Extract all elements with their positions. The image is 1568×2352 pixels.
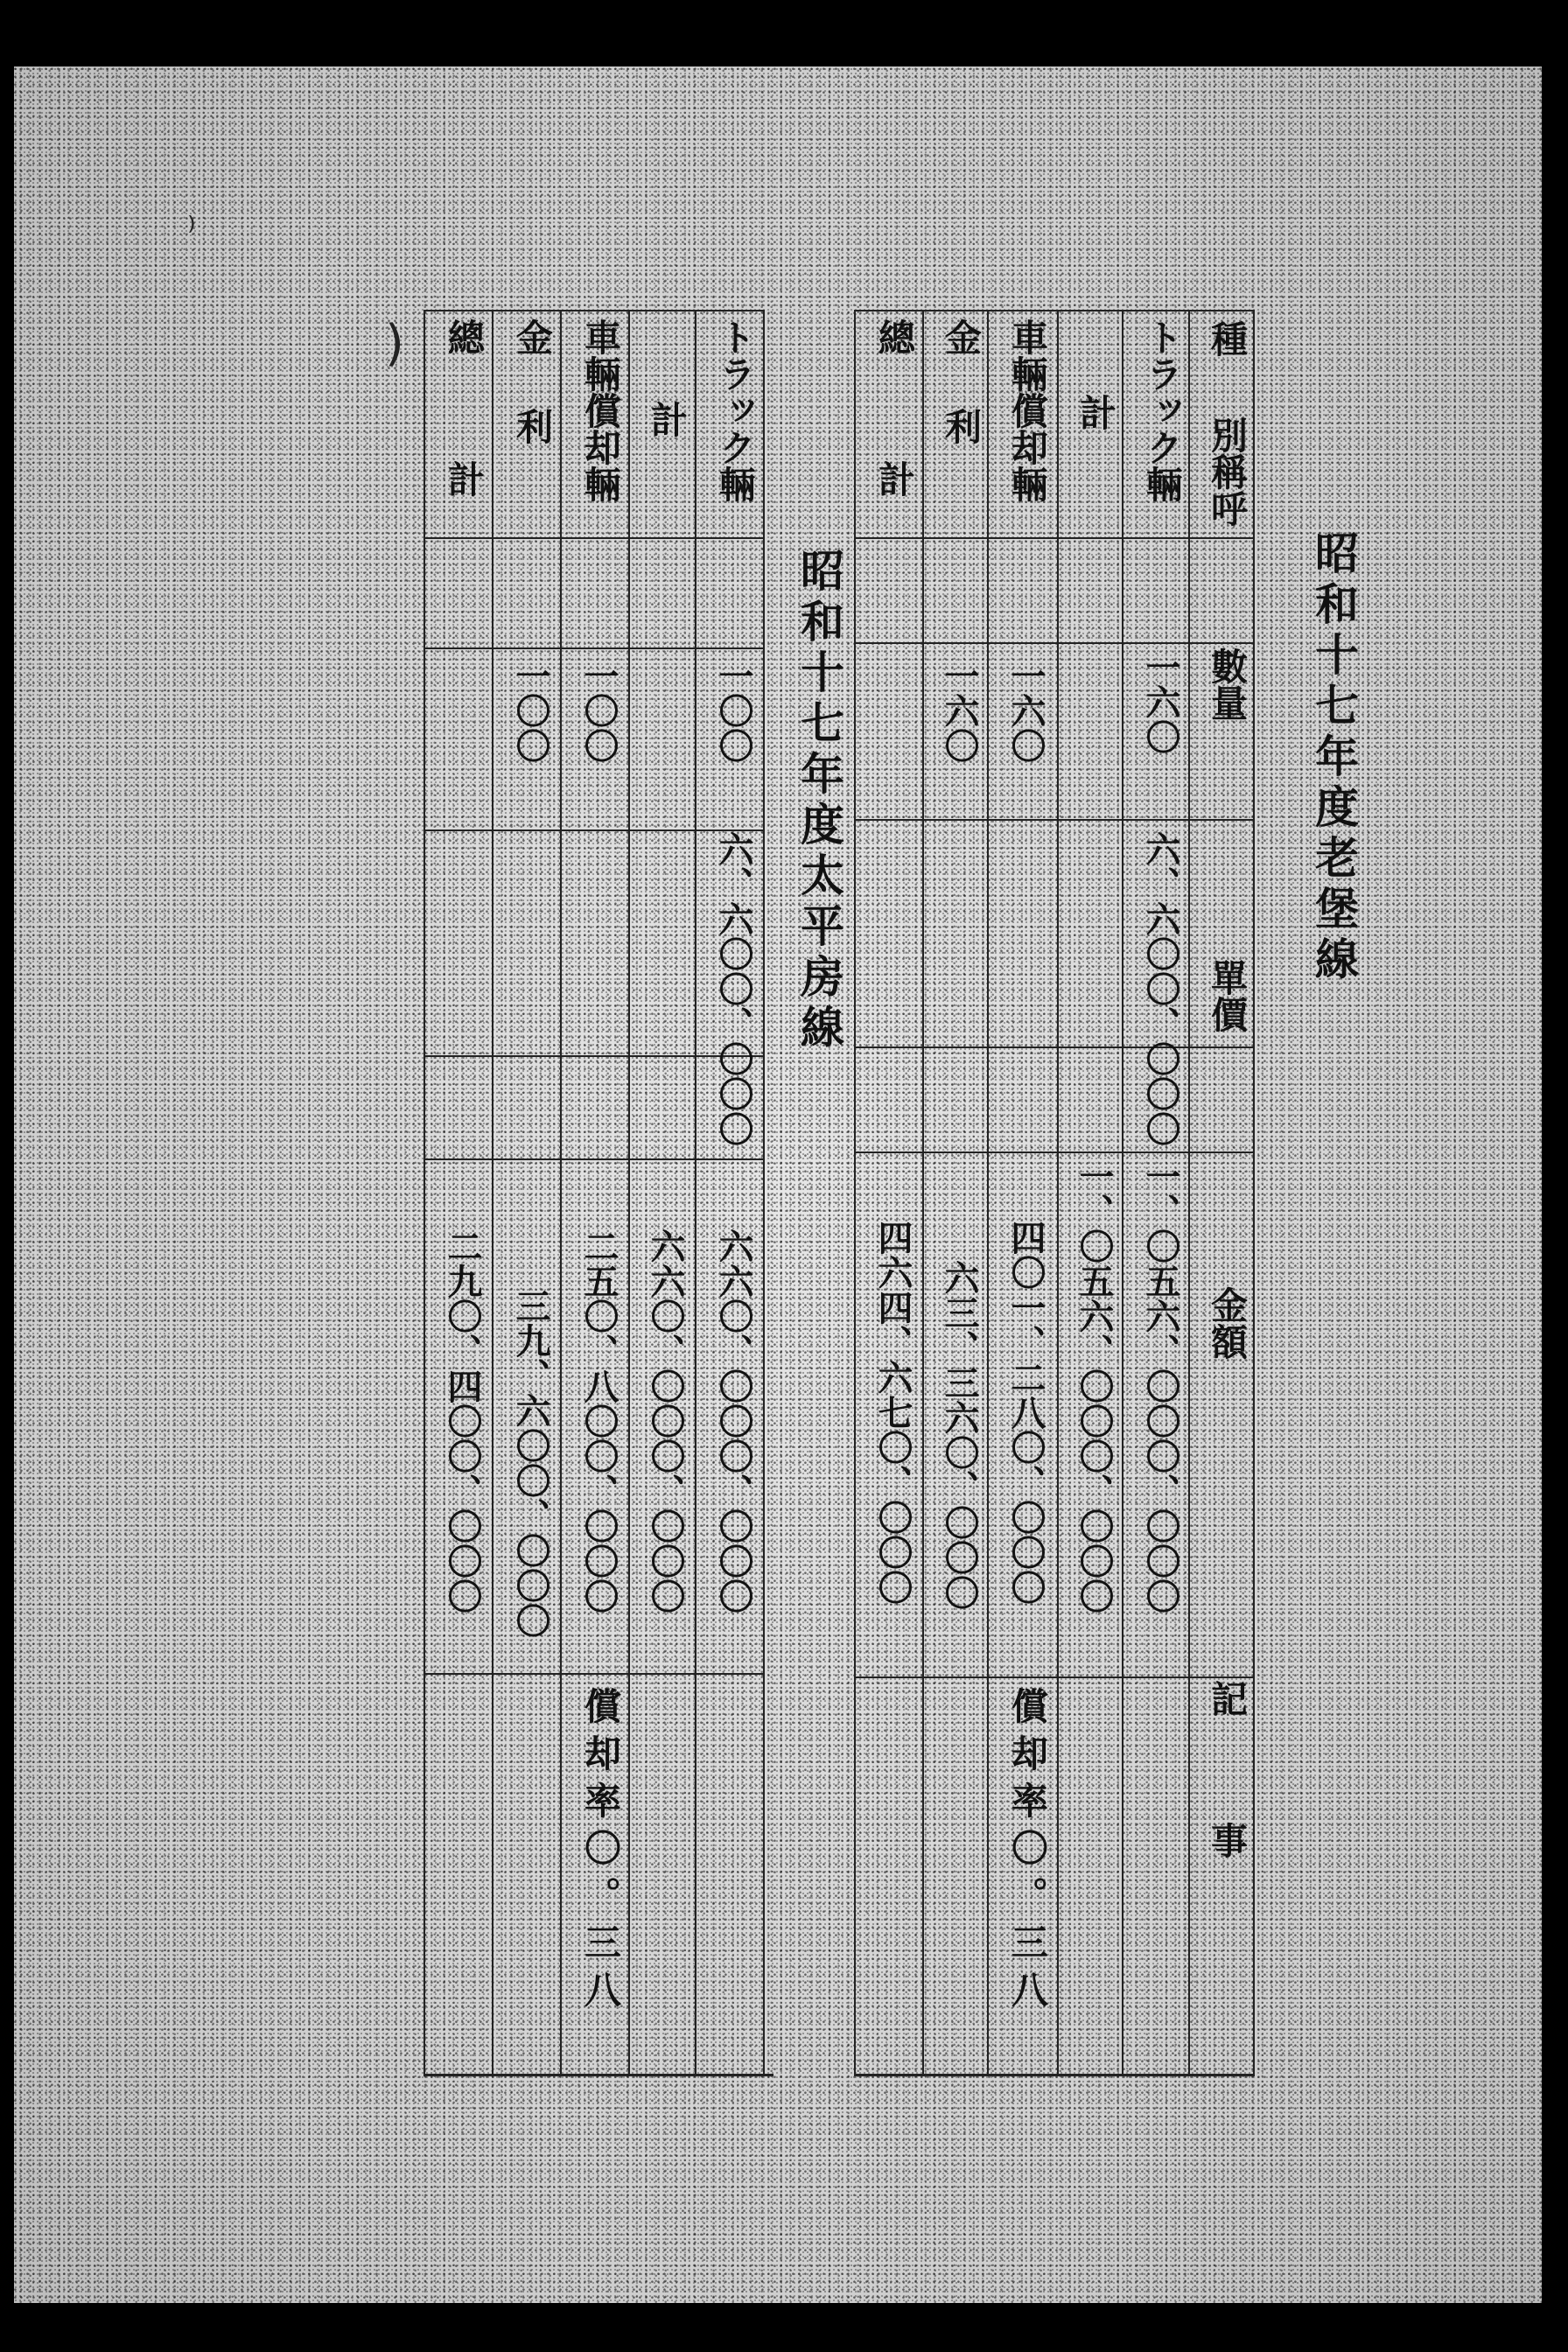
table-2-row-divider bbox=[424, 648, 765, 649]
table-1-col-divider bbox=[1122, 310, 1124, 2074]
table-1-col-divider bbox=[1057, 310, 1059, 2074]
row-label: 車輛償却輛 bbox=[1006, 318, 1049, 502]
table-1-header-kind: 種 bbox=[1206, 320, 1249, 357]
row-qty: 一〇〇 bbox=[510, 658, 551, 763]
table-2-col-divider bbox=[560, 310, 562, 2074]
table-1-col-divider bbox=[1188, 310, 1190, 2074]
table-1-header-qty: 數量 bbox=[1206, 648, 1249, 721]
row-amount: 六六〇、〇〇〇、〇〇〇 bbox=[645, 1228, 686, 1614]
table-2-col-divider bbox=[695, 310, 696, 2074]
row-qty: 一六〇 bbox=[1005, 658, 1046, 763]
row-price: 六、六〇〇、〇〇〇 bbox=[1140, 831, 1181, 1146]
table-1-header-amount: 金額 bbox=[1206, 1286, 1249, 1360]
scan-mark: ) bbox=[385, 315, 404, 372]
row-label: 計 bbox=[646, 401, 689, 438]
table-2-row-divider bbox=[424, 1673, 765, 1675]
row-amount: 四六四、六七〇、〇〇〇 bbox=[872, 1220, 914, 1605]
row-label: 金利 bbox=[511, 318, 554, 497]
row-note: 償却率〇。三八 bbox=[579, 1687, 622, 2018]
table-1-header-note: 記事 bbox=[1206, 1680, 1249, 1964]
row-label: 總計 bbox=[443, 318, 486, 602]
row-amount: 二五〇、八〇〇、〇〇〇 bbox=[578, 1228, 620, 1614]
table-1-row-divider bbox=[854, 1152, 1255, 1153]
table-2-title: 昭和十七年度太平房線 bbox=[794, 548, 845, 1055]
table-2-top-rule bbox=[424, 310, 765, 312]
table-1-bottom-rule bbox=[854, 2074, 1255, 2076]
document-page bbox=[14, 66, 1542, 2303]
row-amount: 一、〇五六、〇〇〇、〇〇〇 bbox=[1074, 1158, 1115, 1614]
row-qty: 一六〇 bbox=[939, 658, 980, 763]
table-1-col-divider bbox=[987, 310, 989, 2074]
row-amount: 四〇一、二八〇、〇〇〇 bbox=[1005, 1220, 1046, 1605]
row-note: 償却率〇。三八 bbox=[1006, 1687, 1049, 2018]
table-2-col-divider bbox=[492, 310, 494, 2074]
table-2-bottom-rule bbox=[424, 2074, 774, 2076]
row-amount: 三九、六〇〇、〇〇〇 bbox=[510, 1288, 551, 1638]
table-1-top-rule bbox=[854, 310, 1255, 312]
table-1-col-divider bbox=[922, 310, 924, 2074]
table-1-row-divider bbox=[854, 1046, 1255, 1048]
table-1-row-divider bbox=[854, 642, 1255, 644]
table-2-row-divider bbox=[424, 1158, 765, 1160]
table-1-header-name: 別稱呼 bbox=[1206, 416, 1249, 527]
row-label: 金利 bbox=[940, 318, 983, 497]
row-label: 車輛償却輛 bbox=[579, 318, 622, 502]
row-label: トラック輛 bbox=[1141, 318, 1184, 502]
table-2-left-border bbox=[424, 310, 425, 2074]
row-amount: 六六〇、〇〇〇、〇〇〇 bbox=[713, 1228, 754, 1614]
table-1-left-border bbox=[854, 310, 856, 2074]
table-1-right-border bbox=[1253, 310, 1255, 2074]
row-label: トラック輛 bbox=[714, 318, 757, 502]
row-label: 總計 bbox=[873, 318, 916, 602]
scan-mark: ⁾ bbox=[187, 210, 196, 250]
row-label: 計 bbox=[1074, 394, 1117, 430]
row-amount: 二九〇、四〇〇、〇〇〇 bbox=[442, 1228, 483, 1614]
row-qty: 一〇〇 bbox=[578, 658, 620, 763]
row-amount: 六三、三六〇、〇〇〇 bbox=[939, 1260, 980, 1610]
row-price: 六、六〇〇、〇〇〇 bbox=[713, 831, 754, 1146]
row-qty: 一〇〇 bbox=[713, 658, 754, 763]
row-qty: 一六〇 bbox=[1140, 649, 1181, 754]
table-1-row-divider bbox=[854, 819, 1255, 821]
table-1-header-price: 單價 bbox=[1206, 959, 1249, 1032]
row-amount: 一、〇五六、〇〇〇、〇〇〇 bbox=[1140, 1158, 1181, 1614]
table-1-row-divider bbox=[854, 1676, 1255, 1678]
table-1-title: 昭和十七年度老堡線 bbox=[1308, 530, 1360, 987]
table-2-col-divider bbox=[628, 310, 630, 2074]
table-2-right-border bbox=[763, 310, 765, 2074]
